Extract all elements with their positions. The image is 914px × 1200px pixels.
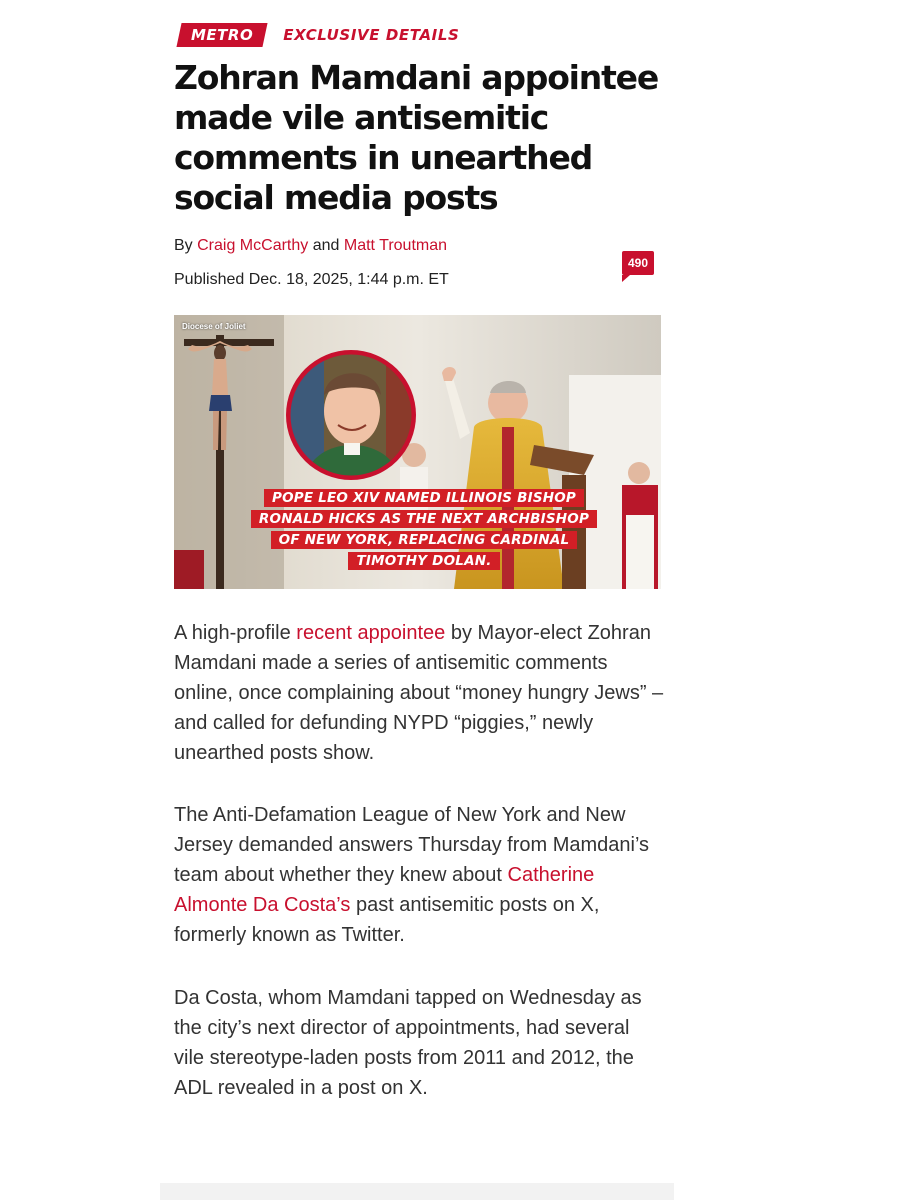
kicker-row [179, 22, 459, 48]
comment-count: 490 [627, 256, 649, 270]
section-tag-metro[interactable]: METRO [176, 23, 267, 47]
paragraph-text: A high-profile [174, 622, 297, 644]
headline: Zohran Mamdani appointee made vile antisemitic comments in unearthed social media posts [174, 58, 659, 217]
paragraph-3: Da Costa, whom Mamdani tapped on Wednesday as the city’s next director of appointments, had several vile stereotype-laden posts from 2011 and 2012, the ADL revealed in a post on X. [174, 987, 642, 1099]
caption-line: TIMOTHY DOLAN. [348, 552, 499, 570]
caption-line: POPE LEO XIV NAMED ILLINOIS BISHOP [264, 489, 584, 507]
caption-line: RONALD HICKS AS THE NEXT ARCHBISHOP [251, 510, 597, 528]
byline-prefix: By [174, 237, 193, 254]
bottom-band [160, 1183, 674, 1200]
page-margin-right [674, 0, 914, 1200]
author-link-craig-mccarthy[interactable]: Craig McCarthy [197, 237, 309, 254]
kicker-label: EXCLUSIVE DETAILS [283, 26, 460, 44]
hero-image[interactable] [174, 315, 661, 589]
comment-count-badge[interactable] [622, 251, 654, 275]
paragraph-2 [174, 800, 664, 950]
author-link-matt-troutman[interactable]: Matt Troutman [343, 237, 448, 254]
article [160, 0, 674, 1200]
caption-line: OF NEW YORK, REPLACING CARDINAL [271, 531, 578, 549]
hero-caption [234, 488, 614, 572]
byline [174, 236, 447, 256]
link-catherine-almonte-da-costa[interactable]: Catherine Almonte Da Costa’s [174, 864, 595, 916]
link-recent-appointee[interactable]: recent appointee [296, 622, 446, 644]
page-margin-left [0, 0, 160, 1200]
paragraph-1 [174, 618, 664, 768]
paragraph-text: by Mayor-elect Zohran Mamdani made a series of antisemitic comments online, once complaining about “money hungry Jews” – and called for defunding NYPD “piggies,” newly unearthed posts show. [174, 622, 664, 764]
published-date: Published Dec. 18, 2025, 1:44 p.m. ET [174, 271, 449, 288]
paragraph-text: past antisemitic posts on X, formerly known as Twitter. [174, 894, 600, 946]
photo-credit: Diocese of Joliet [182, 322, 246, 331]
paragraph-text: The Anti-Defamation League of New York and New Jersey demanded answers Thursday from Mamdani’s team about whether they knew about [174, 804, 650, 886]
byline-joiner: and [312, 237, 340, 254]
